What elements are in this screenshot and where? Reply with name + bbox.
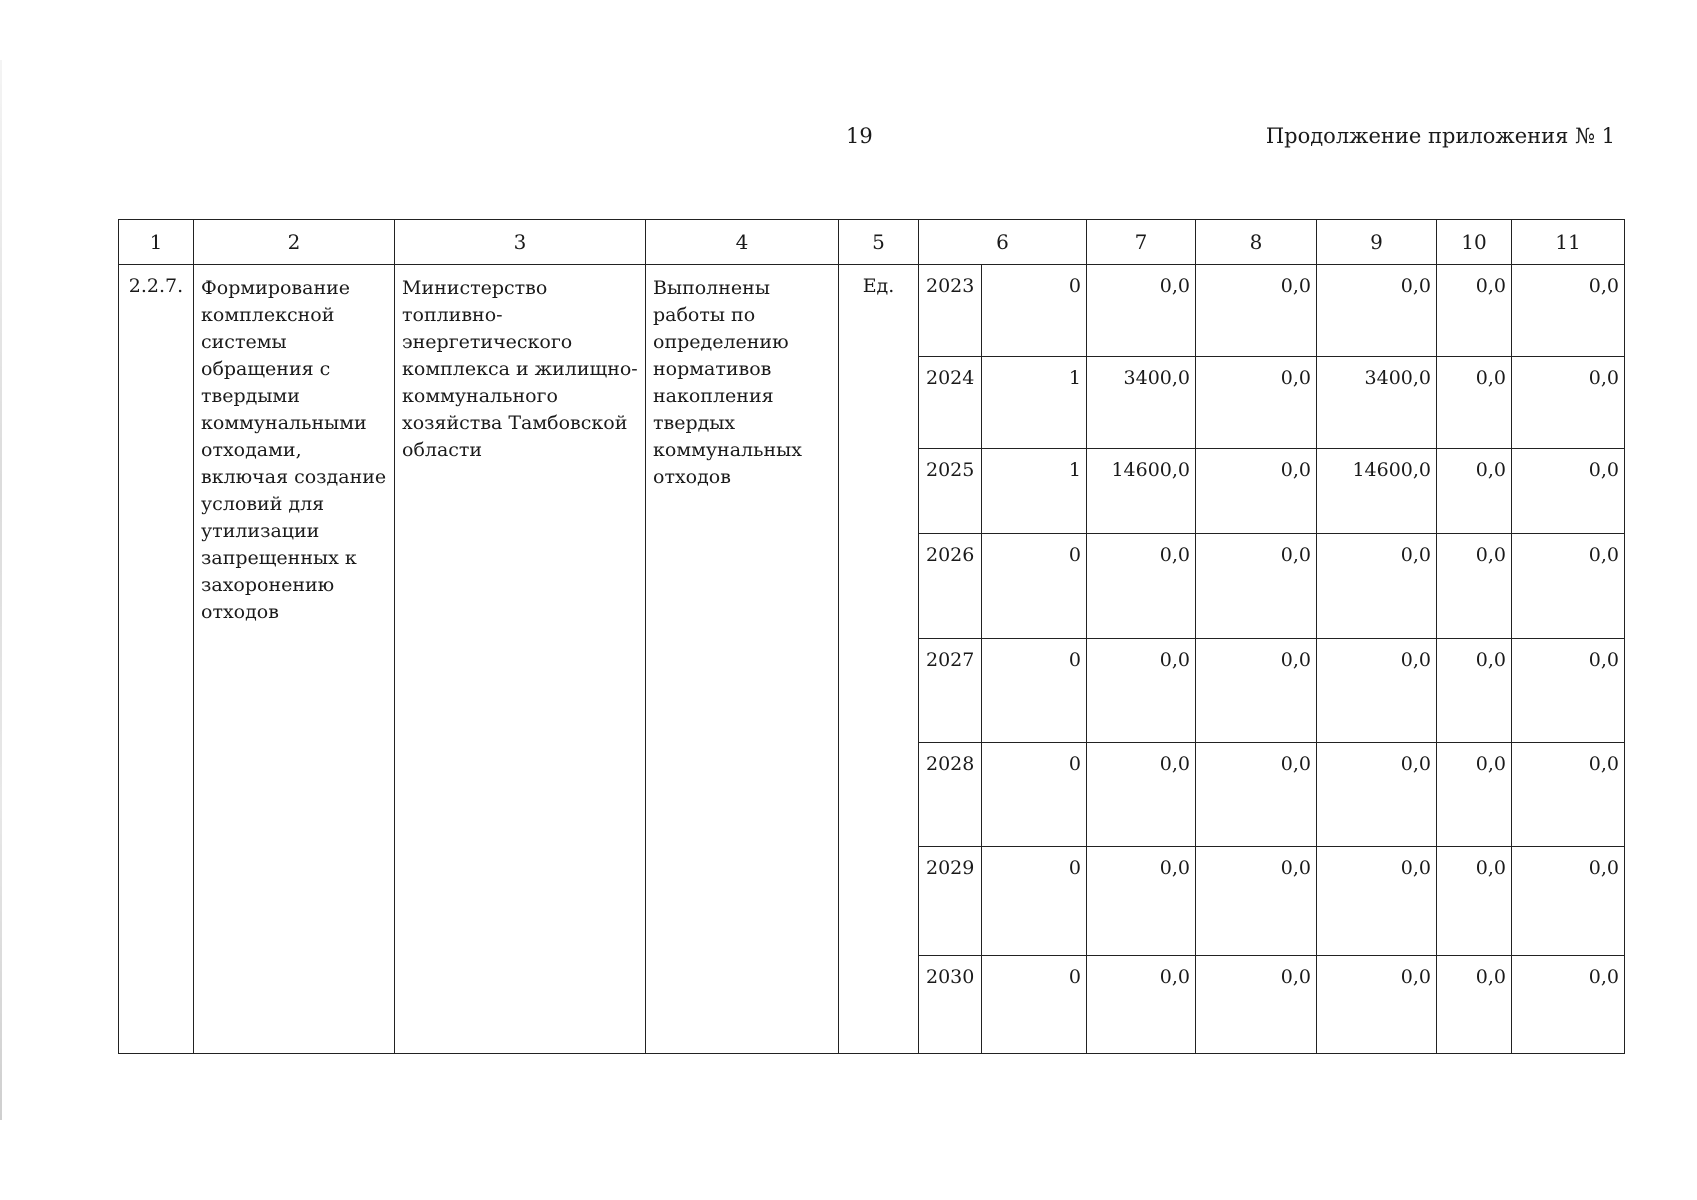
year-value: 2028 (926, 753, 975, 775)
responsible-executor: Министерство топливно- энергетического комплекса и жилищно- коммунального хозяйства Тамбовской области (402, 277, 638, 461)
value-cell (1437, 265, 1512, 357)
column-header: 7 (1087, 220, 1196, 265)
page-number: 19 (846, 124, 873, 148)
value-cell (1512, 847, 1625, 956)
cell-value-qty: 0 (1068, 649, 1082, 671)
cell-value-c9: 0,0 (1400, 857, 1432, 879)
cell-value-c9: 0,0 (1400, 966, 1432, 988)
value-cell (1317, 534, 1437, 639)
column-header: 11 (1512, 220, 1625, 265)
value-cell (1196, 639, 1317, 743)
cell-value-c9: 14600,0 (1352, 459, 1432, 481)
value-cell (1196, 847, 1317, 956)
value-cell (1196, 449, 1317, 534)
cell-value-c8: 0,0 (1280, 459, 1312, 481)
value-cell (1512, 956, 1625, 1054)
item-name: Формирование комплексной системы обращения с твердыми коммунальными отходами, включая создание условий для утилизации запрещенных к захоронению отходов (201, 277, 387, 623)
value-cell (1512, 265, 1625, 357)
value-cell (1317, 743, 1437, 847)
year-value: 2029 (926, 857, 975, 879)
year-cell (919, 639, 982, 743)
year-cell (919, 265, 982, 357)
value-cell (1196, 265, 1317, 357)
column-number-header-row (119, 220, 1625, 265)
value-cell (1196, 357, 1317, 449)
cell-value-c7: 0,0 (1159, 753, 1191, 775)
cell-value-c8: 0,0 (1280, 966, 1312, 988)
cell-value-c11: 0,0 (1588, 649, 1620, 671)
year-cell (919, 534, 982, 639)
value-cell (1196, 956, 1317, 1054)
column-header: 3 (395, 220, 646, 265)
cell-value-c8: 0,0 (1280, 367, 1312, 389)
cell-value-c11: 0,0 (1588, 367, 1620, 389)
cell-value-c7: 0,0 (1159, 857, 1191, 879)
cell-value-c8: 0,0 (1280, 857, 1312, 879)
year-value: 2030 (926, 966, 975, 988)
cell-value-c10: 0,0 (1475, 966, 1507, 988)
cell-value-qty: 0 (1068, 753, 1082, 775)
value-cell (1317, 265, 1437, 357)
cell-value-c10: 0,0 (1475, 459, 1507, 481)
cell-value-c7: 3400,0 (1123, 367, 1191, 389)
value-cell (1317, 956, 1437, 1054)
value-cell (1512, 743, 1625, 847)
value-cell (1437, 449, 1512, 534)
value-cell (1087, 847, 1196, 956)
cell-value-c8: 0,0 (1280, 649, 1312, 671)
cell-value-c7: 14600,0 (1111, 459, 1191, 481)
value-cell (1317, 639, 1437, 743)
value-cell (982, 449, 1087, 534)
cell-value-c11: 0,0 (1588, 544, 1620, 566)
cell-value-c7: 0,0 (1159, 649, 1191, 671)
cell-value-c10: 0,0 (1475, 753, 1507, 775)
responsible-executor-cell (395, 265, 646, 1054)
value-cell (1512, 534, 1625, 639)
value-cell (982, 743, 1087, 847)
year-cell (919, 956, 982, 1054)
value-cell (982, 956, 1087, 1054)
value-cell (1512, 639, 1625, 743)
cell-value-c11: 0,0 (1588, 275, 1620, 297)
cell-value-c10: 0,0 (1475, 649, 1507, 671)
cell-value-qty: 0 (1068, 857, 1082, 879)
year-cell (919, 847, 982, 956)
value-cell (1087, 449, 1196, 534)
cell-value-qty: 1 (1068, 459, 1082, 481)
appendix-continuation-note: Продолжение приложения № 1 (1265, 124, 1615, 148)
value-cell (1317, 847, 1437, 956)
value-cell (1087, 534, 1196, 639)
value-cell (1196, 743, 1317, 847)
value-cell (1087, 639, 1196, 743)
column-header: 1 (119, 220, 194, 265)
item-name-cell (194, 265, 395, 1054)
cell-value-qty: 0 (1068, 544, 1082, 566)
year-value: 2023 (926, 275, 975, 297)
cell-value-qty: 0 (1068, 966, 1082, 988)
cell-value-c9: 0,0 (1400, 275, 1432, 297)
cell-value-c10: 0,0 (1475, 275, 1507, 297)
cell-value-c11: 0,0 (1588, 966, 1620, 988)
cell-value-c9: 0,0 (1400, 544, 1432, 566)
value-cell (1087, 357, 1196, 449)
value-cell (1317, 357, 1437, 449)
value-cell (1087, 265, 1196, 357)
cell-value-c11: 0,0 (1588, 753, 1620, 775)
cell-value-c10: 0,0 (1475, 544, 1507, 566)
value-cell (1087, 956, 1196, 1054)
cell-value-c7: 0,0 (1159, 275, 1191, 297)
year-cell (919, 449, 982, 534)
column-header: 6 (919, 220, 1087, 265)
value-cell (982, 847, 1087, 956)
cell-value-c8: 0,0 (1280, 753, 1312, 775)
column-header: 9 (1317, 220, 1437, 265)
value-cell (982, 357, 1087, 449)
scan-edge-shadow (0, 60, 2, 1120)
item-number-cell (119, 265, 194, 1054)
cell-value-c7: 0,0 (1159, 544, 1191, 566)
value-cell (1196, 534, 1317, 639)
value-cell (982, 534, 1087, 639)
unit-of-measure-cell (839, 265, 919, 1054)
value-cell (1437, 956, 1512, 1054)
program-table (118, 219, 1625, 1054)
unit-of-measure: Ед. (862, 275, 895, 297)
cell-value-c11: 0,0 (1588, 857, 1620, 879)
value-cell (1437, 357, 1512, 449)
column-header: 4 (646, 220, 839, 265)
item-number: 2.2.7. (128, 275, 184, 297)
result-indicator: Выполнены работы по определению нормативов накопления твердых коммунальных отходов (653, 277, 802, 488)
year-cell (919, 357, 982, 449)
cell-value-c7: 0,0 (1159, 966, 1191, 988)
value-cell (982, 639, 1087, 743)
column-header: 8 (1196, 220, 1317, 265)
cell-value-c9: 0,0 (1400, 753, 1432, 775)
year-value: 2024 (926, 367, 975, 389)
year-value: 2026 (926, 544, 975, 566)
value-cell (1437, 639, 1512, 743)
year-cell (919, 743, 982, 847)
cell-value-qty: 0 (1068, 275, 1082, 297)
column-header: 5 (839, 220, 919, 265)
cell-value-c9: 0,0 (1400, 649, 1432, 671)
cell-value-c8: 0,0 (1280, 275, 1312, 297)
cell-value-c10: 0,0 (1475, 367, 1507, 389)
value-cell (1087, 743, 1196, 847)
table-row (119, 265, 1625, 357)
column-header: 2 (194, 220, 395, 265)
year-value: 2027 (926, 649, 975, 671)
cell-value-c11: 0,0 (1588, 459, 1620, 481)
value-cell (982, 265, 1087, 357)
result-indicator-cell (646, 265, 839, 1054)
cell-value-c8: 0,0 (1280, 544, 1312, 566)
value-cell (1317, 449, 1437, 534)
cell-value-c9: 3400,0 (1364, 367, 1432, 389)
value-cell (1437, 847, 1512, 956)
cell-value-c10: 0,0 (1475, 857, 1507, 879)
value-cell (1437, 743, 1512, 847)
cell-value-qty: 1 (1068, 367, 1082, 389)
value-cell (1512, 449, 1625, 534)
column-header: 10 (1437, 220, 1512, 265)
value-cell (1437, 534, 1512, 639)
year-value: 2025 (926, 459, 975, 481)
value-cell (1512, 357, 1625, 449)
